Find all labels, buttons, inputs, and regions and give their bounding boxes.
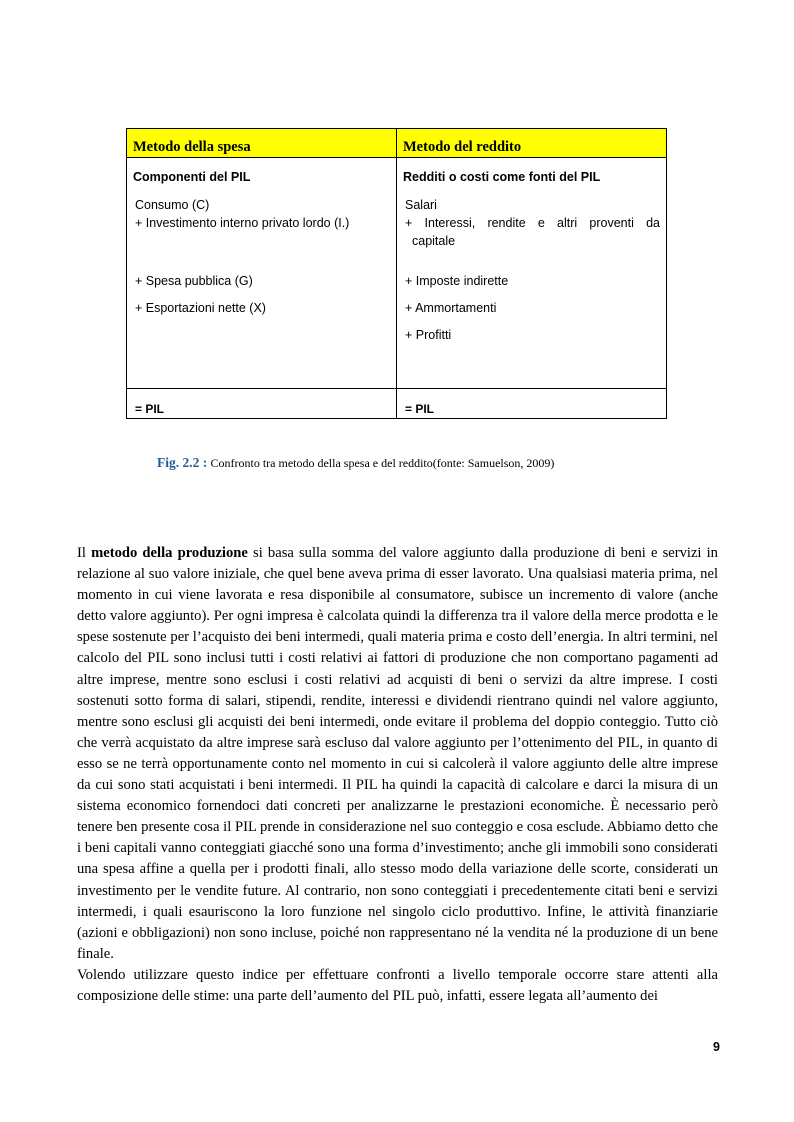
spacer [133,232,390,272]
list-item: + Imposte indirette [405,274,509,288]
subheader-reddito: Redditi o costi come fonti del PIL [403,170,601,184]
total-reddito: = PIL [397,389,667,419]
paragraph [77,543,718,965]
total-spesa: = PIL [127,389,397,419]
paragraph: Volendo utilizzare questo indice per effettuare confronti a livello temporale occorre stare attenti alla composizione delle stime: una parte dell’aumento del PIL può, infatti, essere legata all’aumento dei [77,966,718,1004]
spacer [403,250,660,272]
page-number: 9 [713,1040,720,1054]
list-item: capitale [412,234,456,248]
comparison-table [126,128,667,419]
spacer [133,290,390,299]
caption-text: Confronto tra metodo della spesa e del reddito(fonte: Samuelson, 2009) [210,456,555,470]
list-item: Salari [405,198,437,212]
paragraph-intro: Il [77,545,92,561]
header-spesa: Metodo della spesa [127,129,397,158]
list-item: + Profitti [405,328,452,342]
subheader-spesa: Componenti del PIL [133,170,251,184]
spacer [403,290,660,299]
list-item: Consumo (C) [135,198,210,212]
cell-reddito-components [397,158,667,389]
table-total-row [127,389,667,419]
list-item: + Spesa pubblica (G) [135,274,253,288]
table-header-row [127,129,667,158]
spacer [403,317,660,326]
list-item: + Esportazioni nette (X) [135,301,266,315]
cell-spesa-components [127,158,397,389]
list-item: + Ammortamenti [405,301,497,315]
caption-label: Fig. 2.2 : [157,455,208,470]
body-text [77,543,718,1007]
bold-term: metodo della produzione [91,545,248,561]
list-item: + Interessi, rendite e altri proventi da [405,216,660,230]
paragraph-text: si basa sulla somma del valore aggiunto dalla produzione di beni e servizi in relazione al suo valore iniziale, che quel bene aveva prima di esser lavorato. Una qualsiasi materia prima, nel momento in cui viene lavorata e resa disponibile al consumatore, subisce un incremento di valore (anche detto valore aggiunto). Per ogni impresa è calcolata quindi la differenza tra il valore della merce prodotta e le spese sostenute per l’acquisto dei beni intermedi, quali materia prima e costo dell’energia. In altri termini, nel calcolo del PIL sono inclusi tutti i costi relativi ai fattori di produzione che non comportano pagamenti ad altre imprese, mentre sono esclusi i costi relativi ad acquisti di beni o servizi da altre imprese. I costi sostenuti sotto forma di salari, stipendi, rendite, interessi e dividendi rientrano quindi nel valore aggiunto, mentre sono esclusi gli acquisti dei beni intermedi, onde evitare il problema del doppio conteggio. Tutto ciò che verrà acquistato da altre imprese sarà escluso dal valore aggiunto per l’ottenimento del PIL, in quanto di esso se ne terrà opportunamente conto nel momento in cui si calcolerà il valore aggiunto delle altre imprese da cui sono stati acquistati i beni intermedi. Il PIL ha quindi la capacità di calcolare e darci la misura di un sistema economico fornendoci dati concreti per analizzarne le prestazioni economiche. È necessario però tenere ben presente cosa il PIL prende in considerazione nel suo conteggio e cosa esclude. Abbiamo detto che i beni capitali vanno conteggiati giacché sono una forma d’investimento; anche gli immobili sono considerati una spesa affine a quella per i prodotti finali, allo stesso modo della variazione delle scorte, considerati un investimento per le vendite future. Al contrario, non sono conteggiati i precedentemente citati beni e servizi intermedi, i quali esauriscono la loro funzione nel singolo ciclo produttivo. Infine, le attività finanziarie (azioni e obbligazioni) non sono incluse, poiché non rappresentano né la vendita né la produzione di un bene finale. [77,545,718,962]
table-body-row [127,158,667,389]
header-reddito: Metodo del reddito [397,129,667,158]
list-item: + Investimento interno privato lordo (I.) [135,216,350,230]
figure-caption [157,455,717,471]
